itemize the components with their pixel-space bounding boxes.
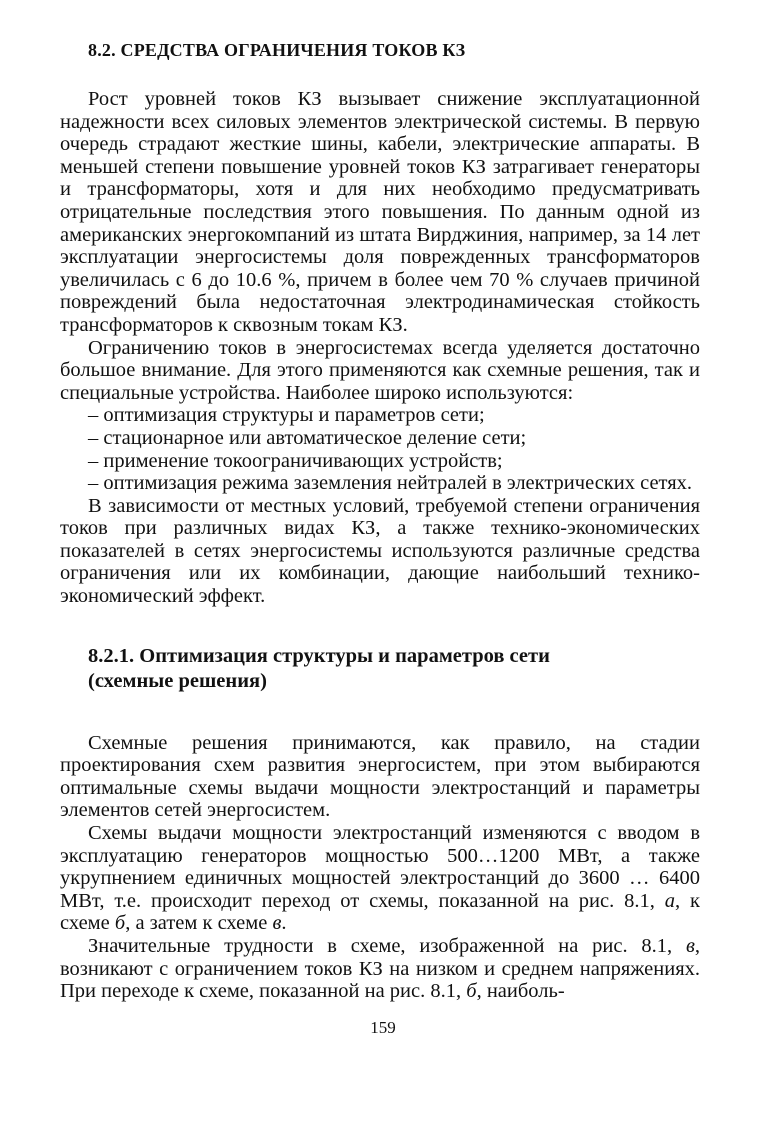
- paragraph-5-text-c: , а затем к схеме: [125, 912, 273, 935]
- paragraph-6-text-c: , наиболь-: [476, 980, 565, 1003]
- section-title: 8.2. СРЕДСТВА ОГРАНИЧЕНИЯ ТОКОВ КЗ: [88, 40, 466, 60]
- list-item: – оптимизация режима заземления нейтралей в электрических сетях.: [88, 472, 693, 495]
- figure-ref-v: в: [685, 935, 695, 957]
- paragraph-5-text-a: Схемы выдачи мощности электростанций изменяются с вводом в эксплуатацию генераторов мощностью 500…1200 МВт, а также укрупнением единичных мощностей электростанций до 3600 … 6400 МВт, т.е. происходит переход от схемы, показанной на рис. 8.1,: [60, 822, 700, 912]
- figure-ref-b: б: [114, 912, 126, 935]
- figure-ref-b2: б: [466, 980, 477, 1003]
- figure-ref-c: в: [272, 912, 282, 935]
- paragraph-1: Рост уровней токов КЗ вызывает снижение эксплуатационной надежности всех силовых элементов электрической системы. В первую очередь страдают жесткие шины, кабели, электрические аппараты. В меньшей степени повышение уровней токов КЗ затрагивает генераторы и трансформаторы, хотя и для них необходимо предусматривать отрицательные последствия этого повышения. По данным одной из американских энергокомпаний из штата Вирджиния, например, за 14 лет эксплуатации энергосистемы доля поврежденных трансформаторов увеличилась с 6 до 10.6 %, причем в более чем 70 % случаев причиной повреждений была недостаточная электродинамическая стойкость трансформаторов к сквозным токам КЗ.: [60, 88, 700, 336]
- paragraph-6-text-a: Значительные трудности в схеме, изображенной на рис. 8.1,: [88, 935, 686, 957]
- list-item: – стационарное или автоматическое деление сети;: [88, 426, 527, 449]
- paragraph-5: [60, 822, 700, 935]
- page-number: 159: [370, 1018, 396, 1037]
- subsection-title-line-2: (схемные решения): [88, 669, 267, 692]
- subsection-title-line-1: 8.2.1. Оптимизация структуры и параметров сети: [88, 644, 550, 667]
- paragraph-5-text-d: .: [281, 912, 287, 935]
- paragraph-6: [60, 935, 700, 1003]
- list-item: – оптимизация структуры и параметров сети;: [88, 404, 485, 427]
- paragraph-2: Ограничению токов в энергосистемах всегда уделяется достаточно большое внимание. Для этого применяются как схемные решения, так и специальные устройства. Наиболее широко используются:: [60, 336, 700, 404]
- paragraph-6-text-b: , возникают с ограничением токов КЗ на низком и среднем напряжениях. При переходе к схеме, показанной на рис. 8.1,: [60, 935, 700, 1003]
- paragraph-5-text-b: , к схеме: [60, 889, 700, 935]
- figure-ref-a: а: [664, 889, 675, 912]
- paragraph-4: Схемные решения принимаются, как правило, на стадии проектирования схем развития энергосистем, при этом выбираются оптимальные схемы выдачи мощности электростанций и параметры элементов сетей энергосистем.: [60, 731, 700, 822]
- page-content: [60, 38, 700, 1003]
- subsection-title: [88, 644, 700, 694]
- list-item: – применение токоограничивающих устройств;: [88, 449, 503, 472]
- paragraph-3: В зависимости от местных условий, требуемой степени ограничения токов при различных видах КЗ, а также технико-экономических показателей в сетях энергосистемы используются различные средства ограничения или их комбинации, дающие наибольший технико-экономический эффект.: [60, 494, 700, 608]
